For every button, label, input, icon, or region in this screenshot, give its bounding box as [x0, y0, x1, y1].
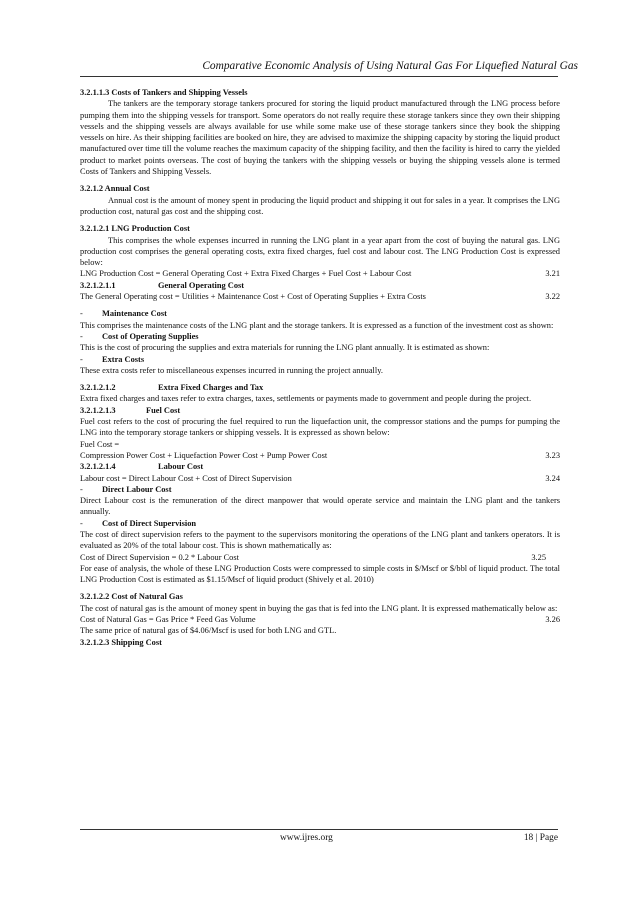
equation-number: 3.25	[531, 552, 546, 562]
equation-3-22	[80, 291, 560, 302]
equation-number: 3.22	[545, 292, 560, 302]
paragraph: Extra fixed charges and taxes refer to extra charges, taxes, settlements or payments made to government and people during the project.	[80, 394, 532, 404]
subsection-heading	[80, 382, 560, 393]
equation-text: The General Operating cost = Utilities + Maintenance Cost + Cost of Operating Supplies + Extra Costs	[80, 292, 426, 302]
paragraph: This is the cost of procuring the supplies and extra materials for running the LNG plant annually. It is estimated as shown:	[80, 343, 490, 353]
paragraph: For ease of analysis, the whole of these LNG Production Costs were compressed to simple costs in $/Mscf or $/bbl of liquid product. The total LNG Production Cost is estimated as $1.15/Mscf of liquid product (Shively et al. 2010)	[80, 563, 560, 585]
bullet-dash: -	[80, 309, 83, 319]
subsection-heading	[80, 280, 560, 291]
bullet-title: Maintenance Cost	[102, 309, 167, 319]
equation-3-23	[80, 450, 560, 461]
page-body	[80, 87, 560, 648]
subsection-heading	[80, 405, 560, 416]
equation-number: 3.24	[545, 473, 560, 483]
subsection-title: Fuel Cost	[146, 405, 181, 415]
section-heading: 3.2.1.2 Annual Cost	[80, 184, 150, 194]
subsection-number: 3.2.1.2.1.3	[80, 405, 116, 415]
bullet-title: Direct Labour Cost	[102, 484, 172, 494]
equation-number: 3.21	[545, 269, 560, 279]
subsection-number: 3.2.1.2.1.4	[80, 462, 116, 472]
subsection-title: Extra Fixed Charges and Tax	[158, 383, 264, 393]
equation-text: Cost of Natural Gas = Gas Price * Feed Gas Volume	[80, 615, 256, 625]
bullet-title: Cost of Operating Supplies	[102, 331, 199, 341]
subsection-heading	[80, 461, 560, 472]
bullet-dash: -	[80, 518, 83, 528]
subsection-number: 3.2.1.2.1.2	[80, 383, 116, 393]
footer-rule	[80, 829, 558, 830]
equation-label: Fuel Cost =	[80, 439, 120, 449]
paragraph: Fuel cost refers to the cost of procuring the fuel required to run the liquefaction unit, the compressor stations and the pumps for pumping the LNG into the temporary storage tankers or shipping vessels. It is expressed as shown below:	[80, 417, 560, 438]
equation-number: 3.23	[545, 450, 560, 460]
bullet-dash: -	[80, 484, 83, 494]
subsection-title: General Operating Cost	[158, 280, 245, 290]
equation-text: Cost of Direct Supervision = 0.2 * Labour Cost	[80, 552, 239, 562]
paragraph: These extra costs refer to miscellaneous expenses incurred in running the project annually.	[80, 365, 383, 375]
equation-3-24	[80, 473, 560, 484]
equation-text: Labour cost = Direct Labour Cost + Cost of Direct Supervision	[80, 473, 292, 483]
subsection-number: 3.2.1.2.1.1	[80, 280, 116, 290]
bullet-dash: -	[80, 331, 83, 341]
subsection-title: Labour Cost	[158, 462, 204, 472]
equation-3-21	[80, 268, 560, 279]
bullet-title: Cost of Direct Supervision	[102, 518, 197, 528]
bullet-dash: -	[80, 354, 83, 364]
equation-text: Compression Power Cost + Liquefaction Power Cost + Pump Power Cost	[80, 450, 328, 460]
bullet-heading	[80, 331, 560, 342]
bullet-title: Extra Costs	[102, 354, 145, 364]
section-heading: 3.2.1.1.3 Costs of Tankers and Shipping Vessels	[80, 88, 248, 97]
paragraph: This comprises the maintenance costs of the LNG plant and the storage tankers. It is expressed as a function of the investment cost as shown:	[80, 320, 554, 330]
section-heading: 3.2.1.2.2 Cost of Natural Gas	[80, 592, 183, 602]
paragraph: The tankers are the temporary storage tankers procured for storing the liquid product manufactured through the LNG process before pumping them into the shipping vessels for transport. Some operators do not really require these storage tankers since they own their shipping vessels and the shipping vessels are always available for use while some make use of these storage tankers since they book the shipping vessels on hire. As their shipping facilities are booked on hire, they are advised to maximize the shipping capacity by storing the liquid product manufactured over time till the volume reaches the maximum capacity of the shipping facility, and then the facility is hired to carry the yielded product to market points overseas. The cost of buying the tankers with the shipping vessels or buying the shipping vessels alone is termed Costs of Tankers and Shipping Vessels.	[80, 99, 560, 177]
section-heading: 3.2.1.2.3 Shipping Cost	[80, 637, 162, 647]
bullet-heading	[80, 484, 560, 495]
header-rule	[80, 76, 558, 77]
bullet-heading	[80, 354, 560, 365]
running-title: Comparative Economic Analysis of Using Natural Gas For Liquefied Natural Gas	[202, 60, 578, 72]
page-number: 18 | Page	[523, 833, 558, 843]
paragraph: The cost of direct supervision refers to the payment to the supervisors monitoring the operations of the LNG plant and tankers operators. It is evaluated as 20% of the total labour cost. This is shown mathematically as:	[80, 529, 560, 551]
paragraph: The cost of natural gas is the amount of money spent in buying the gas that is fed into the LNG plant. It is expressed mathematically below as:	[80, 603, 558, 613]
paragraph: This comprises the whole expenses incurred in running the LNG plant in a year apart from the cost of buying the natural gas. LNG production cost comprises the general operating costs, extra fixed charges, fuel cost and labour cost. The LNG Production Cost is expressed below:	[80, 235, 560, 268]
bullet-heading	[80, 308, 560, 319]
bullet-heading	[80, 518, 560, 529]
section-heading: 3.2.1.2.1 LNG Production Cost	[80, 224, 190, 234]
paragraph: The same price of natural gas of $4.06/Mscf is used for both LNG and GTL.	[80, 626, 337, 636]
equation-3-26	[80, 614, 560, 625]
journal-url: www.ijres.org	[280, 833, 333, 843]
equation-number: 3.26	[545, 615, 560, 625]
paragraph: Annual cost is the amount of money spent in producing the liquid product and shipping it out for sales in a year. It comprises the LNG production cost, natural gas cost and the shipping cost.	[80, 195, 560, 216]
paragraph: Direct Labour cost is the remuneration of the direct manpower that would operate service and maintain the LNG plant and the tankers annually.	[80, 496, 560, 517]
equation-text: LNG Production Cost = General Operating Cost + Extra Fixed Charges + Fuel Cost + Labour Cost	[80, 269, 412, 279]
equation-3-25	[80, 552, 560, 563]
